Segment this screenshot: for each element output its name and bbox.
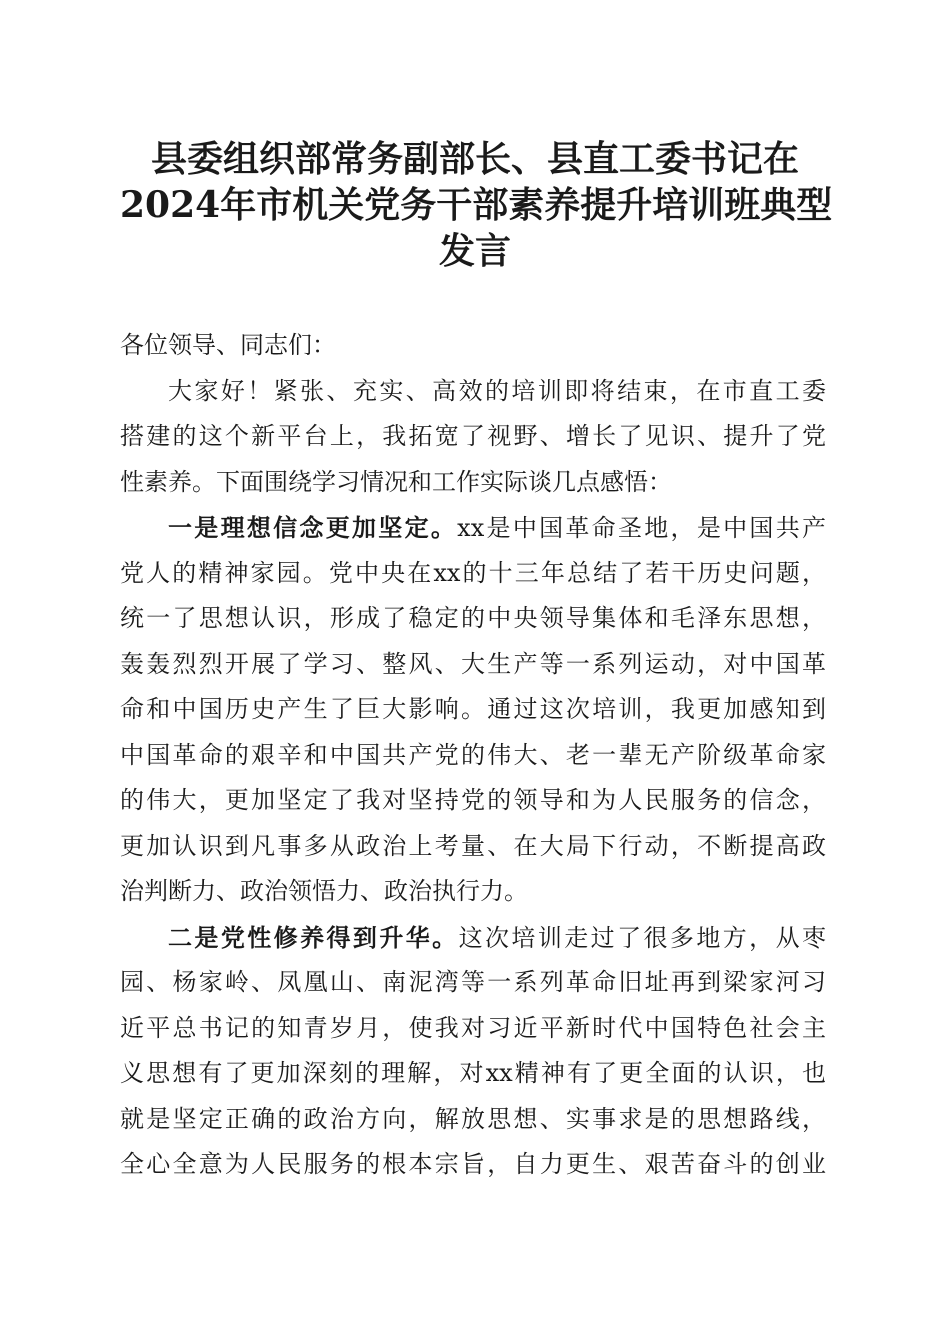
section1-line: 更加认识到凡事多从政治上考量、在大局下行动，不断提高政: [120, 831, 826, 860]
title-line-1: 县委组织部常务副部长、县直工委书记在: [150, 138, 799, 180]
section2-line: 园、杨家岭、凤凰山、南泥湾等一系列革命旧址再到梁家河习: [120, 968, 826, 996]
title-line-2: 2024年市机关党务干部素养提升培训班典型: [120, 184, 833, 226]
salutation: 各位领导、同志们：: [120, 331, 336, 359]
section1-line: 轰轰烈烈开展了学习、整风、大生产等一系列运动，对中国革: [120, 649, 826, 678]
section2-first-line: [120, 915, 826, 961]
section1-first-line: [120, 505, 826, 551]
section1-line: 的伟大，更加坚定了我对坚持党的领导和为人民服务的信念，: [120, 786, 826, 814]
intro-line-3: 性素养。下面围绕学习情况和工作实际谈几点感悟：: [120, 467, 672, 496]
section1-line: 统一了思想认识，形成了稳定的中央领导集体和毛泽东思想，: [120, 604, 826, 632]
section1-line: 党人的精神家园。党中央在xx的十三年总结了若干历史问题，: [120, 558, 826, 587]
intro-line-1: 大家好！紧张、充实、高效的培训即将结束，在市直工委: [168, 376, 826, 405]
section2-line: 全心全意为人民服务的根本宗旨，自力更生、艰苦奋斗的创业: [120, 1150, 826, 1178]
section1-heading: 一是理想信念更加坚定。: [168, 513, 458, 542]
document-body: [120, 323, 826, 1188]
section2-line: 近平总书记的知青岁月，使我对习近平新时代中国特色社会主: [120, 1013, 826, 1042]
intro-line-2: 搭建的这个新平台上，我拓宽了视野、增长了见识、提升了党: [120, 422, 826, 450]
section2-first-line-rest: 这次培训走过了很多地方，从枣: [458, 923, 827, 952]
section1-line: 治判断力、政治领悟力、政治执行力。: [120, 877, 528, 905]
section2-line: 就是坚定正确的政治方向，解放思想、实事求是的思想路线，: [120, 1104, 826, 1133]
document-title: [120, 136, 833, 274]
section1-first-line-rest: xx是中国革命圣地，是中国共产: [457, 514, 826, 542]
title-line-3: 发言: [438, 230, 511, 272]
section2-heading: 二是党性修养得到升华。: [168, 922, 459, 952]
section2-line: 义思想有了更加深刻的理解，对xx精神有了更全面的认识，也: [120, 1059, 826, 1087]
section1-line: 中国革命的艰辛和中国共产党的伟大、老一辈无产阶级革命家: [120, 740, 826, 769]
section1-line: 命和中国历史产生了巨大影响。通过这次培训，我更加感知到: [120, 695, 826, 723]
